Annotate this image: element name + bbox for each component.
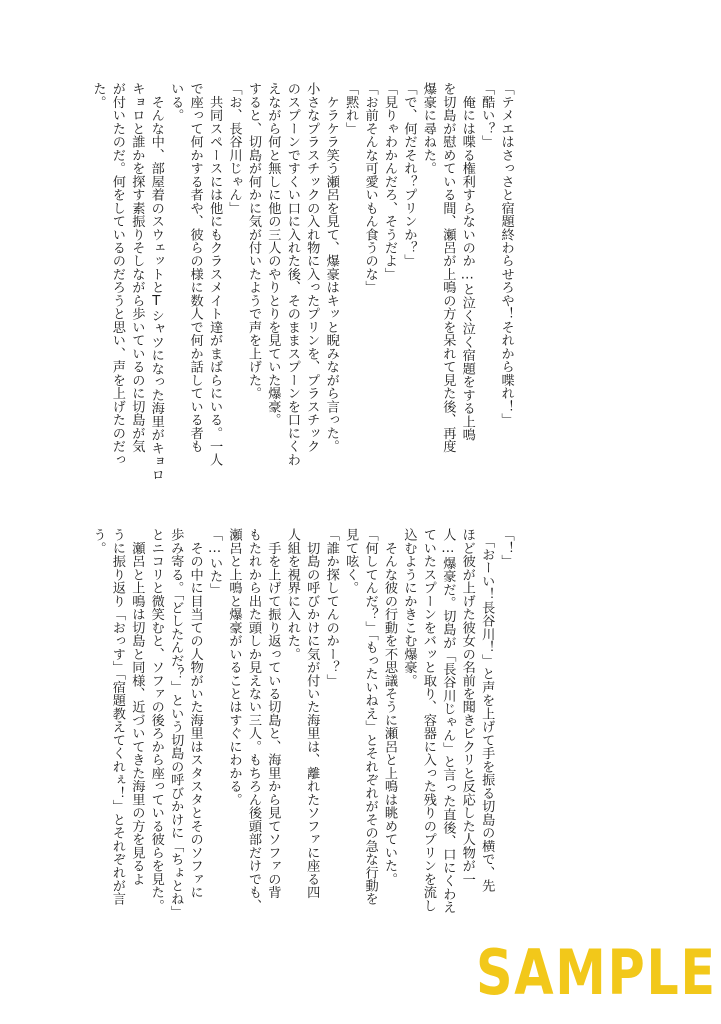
bottom-text-column: 人…爆豪だ。切島が「長谷川じゃん」と言った直後、口にくわえ: [440, 528, 456, 914]
top-text-column: 爆豪に尋ねた。: [420, 82, 436, 175]
bottom-text-column: 歩み寄る。「どしたんだ？」という切島の呼びかけに「ちょとね」: [168, 528, 184, 919]
bottom-text-column: その中に目当ての人物がいた海里はスタスタとそのソファに: [187, 528, 203, 899]
top-text-column: 「で、何だそれ？プリンか？」: [401, 82, 417, 268]
top-text-column: ケラケラ笑う瀬呂を見て、爆豪はキッと睨みながら言った。: [323, 82, 339, 453]
bottom-text-column: 瀬呂と上鳴は切島と同様、近づいてきた海里の方を見るよ: [129, 528, 145, 886]
bottom-text-column: 人組を視界に入れた。: [284, 528, 300, 661]
bottom-text-column: う。: [90, 528, 106, 555]
bottom-text-column: 見て呟く。: [343, 528, 359, 595]
bottom-text-column: 手を上げて振り返っている切島と、海里から見てソファの背: [265, 528, 281, 899]
top-text-block: [88, 82, 516, 502]
top-text-column: 「お、長谷川じゃん」: [226, 82, 242, 215]
top-text-column: すると、切島が何かに気が付いたようで声を上げた。: [245, 82, 261, 400]
bottom-text-column: もたれから出た頭しか見えない三人。もちろん後頭部だけでも、: [245, 528, 261, 912]
top-text-column: 「お前そんな可愛いもん食うのな」: [362, 82, 378, 294]
bottom-text-column: 瀬呂と上鳴と爆豪がいることはすぐにわかる。: [226, 528, 242, 807]
top-text-column: が付いたのだ。何をしているのだろうと思い、声を上げたのだっ: [109, 82, 125, 466]
bottom-text-column: 切島の呼びかけに気が付いた海里は、離れたソファに座る四: [304, 528, 320, 899]
bottom-text-column: ていたスプーンをバッと取り、容器に入った残りのプリンを流し: [420, 528, 436, 912]
sample-watermark: SAMPLE: [476, 936, 717, 1009]
bottom-text-column: 「…いた」: [207, 528, 223, 596]
bottom-text-column: 「おーい！長谷川！」と声を上げて手を振る切島の横で、先: [479, 528, 495, 893]
top-text-column: 共同スペースには他にもクラスメイト達がまばらにいる。一人: [207, 82, 223, 466]
bottom-text-column: 「何してんだ？」「もったいねえ」とそれぞれがその急な行動を: [362, 528, 378, 906]
top-text-column: 「黙れ」: [343, 82, 359, 135]
top-text-column: のスプーンですくい口に入れた後、そのままスプーンを口にくわ: [284, 82, 300, 466]
top-text-column: た。: [90, 82, 106, 109]
top-text-column: で座って何かする者や、彼らの様に数人で何か話している者も: [187, 82, 203, 453]
top-text-column: そんな中、部屋着のスウェットとTシャツになった海里がキョロ: [148, 82, 164, 481]
bottom-text-column: ほど彼が上げた彼女の名前を聞きビクリと反応した人物が一: [459, 528, 475, 886]
bottom-text-column: 「誰か探してんのかー？」: [323, 528, 339, 687]
bottom-text-column: そんな彼の行動を不思議そうに瀬呂と上鳴は眺めていた。: [382, 528, 397, 886]
top-text-column: えながら何と無しに他の三人のやりとりを見ていた爆豪。: [265, 82, 281, 427]
top-text-column: 小さなプラスチックの入れ物に入ったプリンを、プラスチック: [304, 82, 320, 453]
top-text-column: 俺には喋る権利すらないのか…と泣く泣く宿題をする上鳴: [459, 82, 475, 442]
bottom-text-column: 込むようにかきこむ爆豪。: [401, 528, 417, 687]
top-text-column: 「酷い？」: [479, 82, 495, 149]
top-text-column: を切島が慰めている間、瀬呂が上鳴の方を呆れて見た後、再度: [440, 82, 456, 453]
bottom-text-block: [88, 528, 516, 944]
bottom-text-column: 「！」: [498, 528, 514, 568]
top-text-column: キョロと誰かを探す素振りそしながら歩いているのに切島が気: [129, 82, 145, 453]
top-text-column: いる。: [168, 82, 184, 122]
top-text-column: 「見りゃわかんだろ、そうだよ」: [382, 82, 397, 281]
bottom-text-column: とニコリと微笑むと、ソファの後ろから座っている彼らを見た。: [148, 528, 164, 912]
bottom-text-column: うに振り返り「おっす」「宿題教えてくれぇ！」とそれぞれが言: [109, 528, 125, 906]
top-text-column: 「テメエはさっさと宿題終わらせろや！それから喋れ！」: [498, 82, 514, 427]
